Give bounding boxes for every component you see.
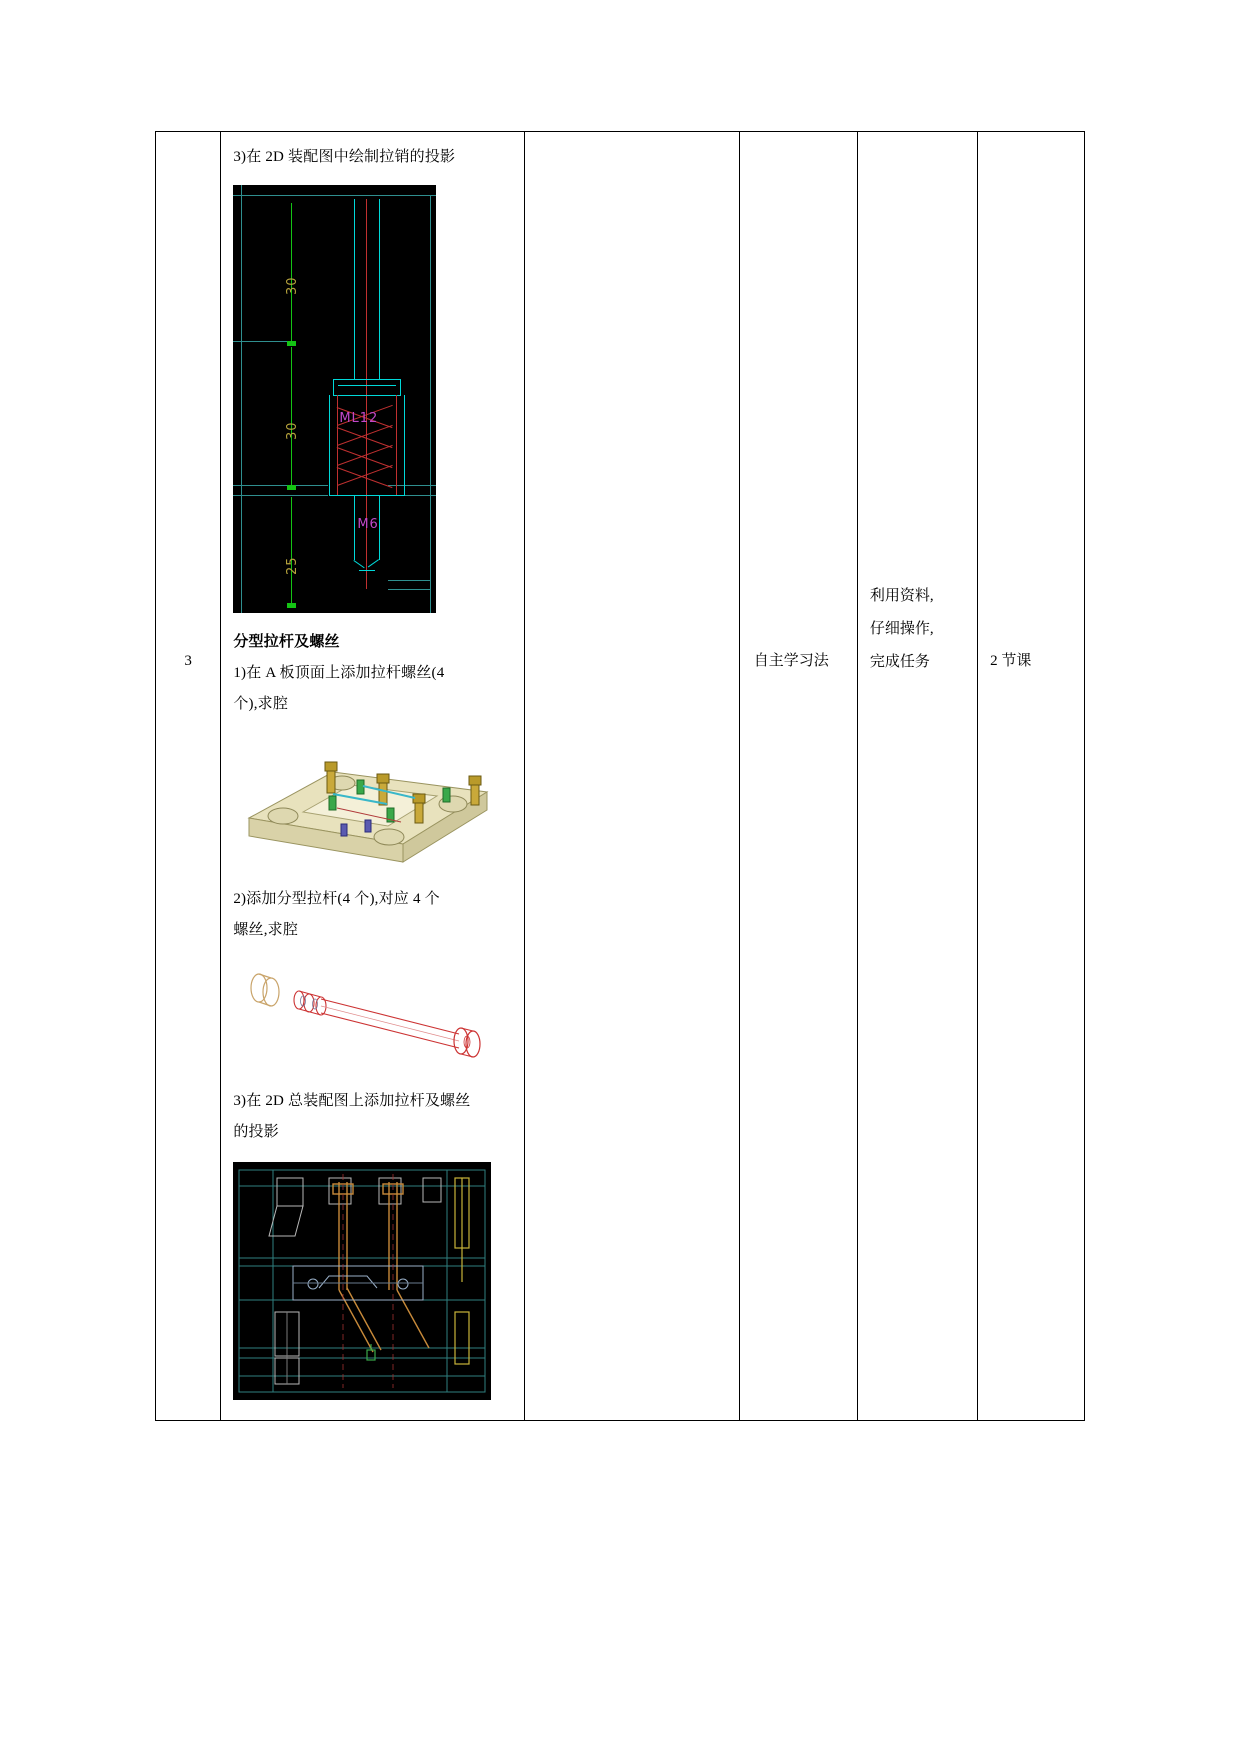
a-plate-3d-figure (237, 736, 499, 870)
pull-rod-wireframe-figure (237, 962, 499, 1072)
teaching-method-value: 自主学习法 (753, 653, 829, 669)
cell-class-hours (978, 132, 1085, 1421)
dimension-30-upper: 30 (285, 276, 301, 295)
step2-line2: 螺丝,求腔 (233, 922, 299, 938)
requirement-block (858, 132, 977, 679)
cell-blank (525, 132, 740, 1421)
section-heading: 分型拉杆及螺丝 (233, 634, 340, 650)
requirement-line-2: 仔细操作, (869, 621, 934, 637)
cell-teaching-method (739, 132, 857, 1421)
table-row (156, 132, 1085, 1421)
requirement-line-1: 利用资料, (869, 588, 934, 604)
step1-line2: 个),求腔 (233, 696, 289, 712)
cad-pin-projection-figure (233, 185, 436, 613)
dimension-25: 25 (285, 556, 301, 575)
lesson-plan-table (155, 131, 1085, 1421)
serial-number-value: 3 (184, 653, 192, 669)
step3-line1: 3)在 2D 总装配图上添加拉杆及螺丝 (233, 1093, 471, 1109)
requirement-line-3: 完成任务 (869, 654, 930, 670)
assembly-2d-drawing-figure (233, 1162, 491, 1400)
dimension-30-lower: 30 (285, 421, 301, 440)
label-ml12: ML12 (339, 411, 379, 426)
label-m6: M6 (357, 517, 379, 532)
step3-line2: 的投影 (233, 1124, 279, 1140)
cell-content (221, 132, 525, 1421)
step1-line1: 1)在 A 板顶面上添加拉杆螺丝(4 (233, 665, 445, 681)
cell-requirement (857, 132, 977, 1421)
step2-line1: 2)添加分型拉杆(4 个),对应 4 个 (233, 891, 440, 907)
class-hours-value: 2 节课 (990, 653, 1032, 669)
cell-serial-number (156, 132, 221, 1421)
previous-step-text: 3)在 2D 装配图中绘制拉销的投影 (233, 149, 456, 165)
